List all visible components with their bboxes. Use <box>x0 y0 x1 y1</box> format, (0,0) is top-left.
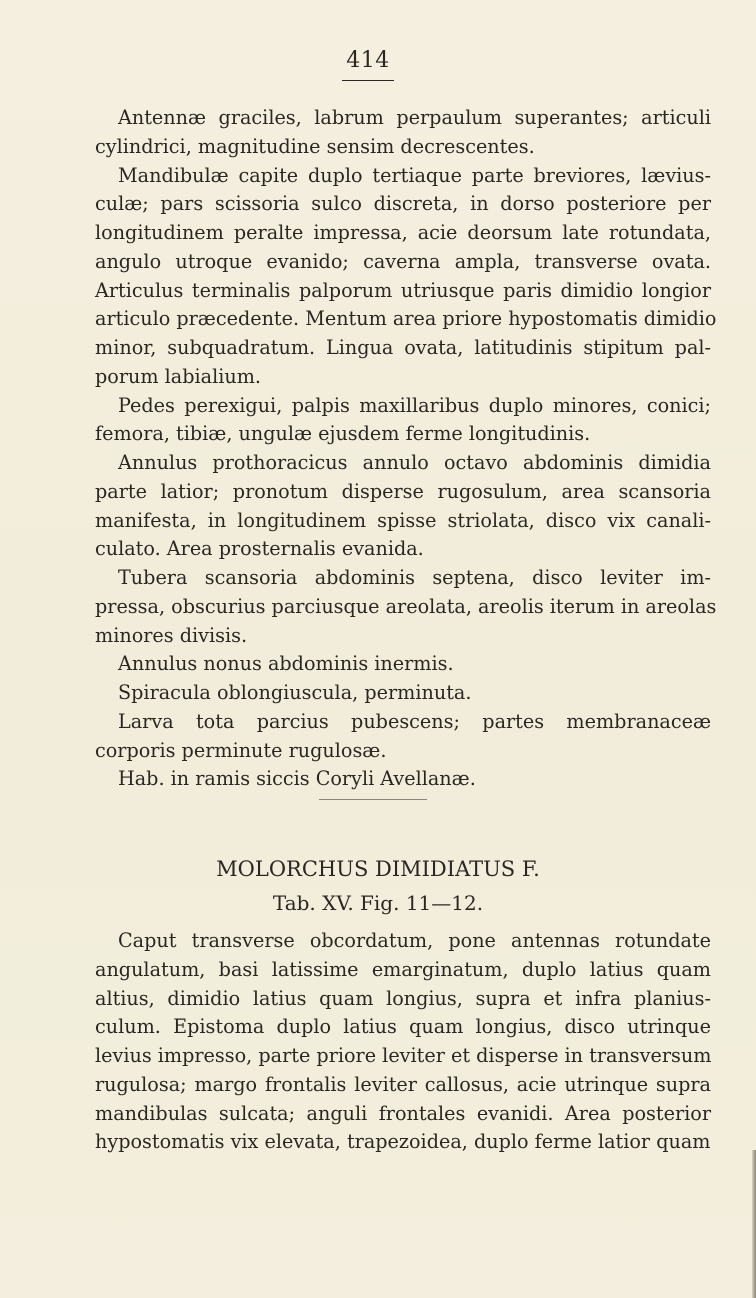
text-line: Tubera scansoria abdominis septena, disco leviter im- <box>118 566 711 589</box>
text-line: minor, subquadratum. Lingua ovata, latitudinis stipitum pal- <box>95 336 711 359</box>
text-line: culæ; pars scissoria sulco discreta, in dorso posteriore per <box>95 192 711 216</box>
text-line: mandibulas sulcata; anguli frontales evanidi. Area posterior <box>95 1101 711 1125</box>
text-line: parte latior; pronotum disperse rugosulum, area scansoria <box>95 479 711 503</box>
text-line: Mandibulæ capite duplo tertiaque parte breviores, lævius- <box>118 163 711 187</box>
text-line: hypostomatis vix elevata, trapezoidea, duplo ferme latior quam <box>95 1130 711 1154</box>
text-line: manifesta, in longitudinem spisse striolata, disco vix canali- <box>95 508 711 532</box>
page-edge-shadow <box>752 1150 756 1298</box>
text-line: Caput transverse obcordatum, pone antennas rotundate <box>118 929 711 952</box>
text-line: femora, tibiæ, ungulæ ejusdem ferme longitudinis. <box>95 422 591 446</box>
text-line: Pedes perexigui, palpis maxillaribus duplo minores, conici; <box>118 393 711 417</box>
text-line: Larva tota parcius pubescens; partes membranaceæ <box>118 709 711 733</box>
text-line: cylindrici, magnitudine sensim decrescentes. <box>95 134 535 158</box>
text-line: Articulus terminalis palporum utriusque paris dimidio longior <box>95 278 711 302</box>
text-line: culato. Area prosternalis evanida. <box>95 537 424 561</box>
text-line: Hab. in ramis siccis Coryli Avellanæ. <box>118 767 476 791</box>
text-line: longitudinem peralte impressa, acie deorsum late rotundata, <box>95 221 711 244</box>
text-line: rugulosa; margo frontalis leviter callosus, acie utrinque supra <box>95 1072 711 1096</box>
page-number-underline <box>342 80 394 81</box>
page-number: 414 <box>346 48 390 73</box>
text-line: Annulus nonus abdominis inermis. <box>118 652 454 676</box>
text-line: corporis perminute rugulosæ. <box>95 738 387 762</box>
plate-reference: Tab. XV. Fig. 11—12. <box>272 891 484 915</box>
text-line: articulo præcedente. Mentum area priore hypostomatis dimidio <box>95 307 717 331</box>
section-divider <box>319 799 427 800</box>
text-line: Annulus prothoracicus annulo octavo abdominis dimidia <box>118 451 711 474</box>
text-line: angulatum, basi latissime emarginatum, duplo latius quam <box>95 957 711 981</box>
text-line: culum. Epistoma duplo latius quam longius, disco utrinque <box>95 1015 711 1039</box>
text-line: angulo utroque evanido; caverna ampla, transverse ovata. <box>95 249 711 273</box>
species-title: MOLORCHUS DIMIDIATUS F. <box>216 857 540 881</box>
text-line: altius, dimidio latius quam longius, supra et infra planius- <box>95 986 711 1010</box>
text-line: porum labialium. <box>95 364 262 388</box>
text-line: pressa, obscurius parciusque areolata, areolis iterum in areolas <box>95 594 717 618</box>
text-line: levius impresso, parte priore leviter et disperse in transversum <box>95 1044 712 1067</box>
text-line: minores divisis. <box>95 623 248 647</box>
text-line: Antennæ graciles, labrum perpaulum superantes; articuli <box>118 106 711 129</box>
text-line: Spiracula oblongiuscula, perminuta. <box>118 681 472 704</box>
